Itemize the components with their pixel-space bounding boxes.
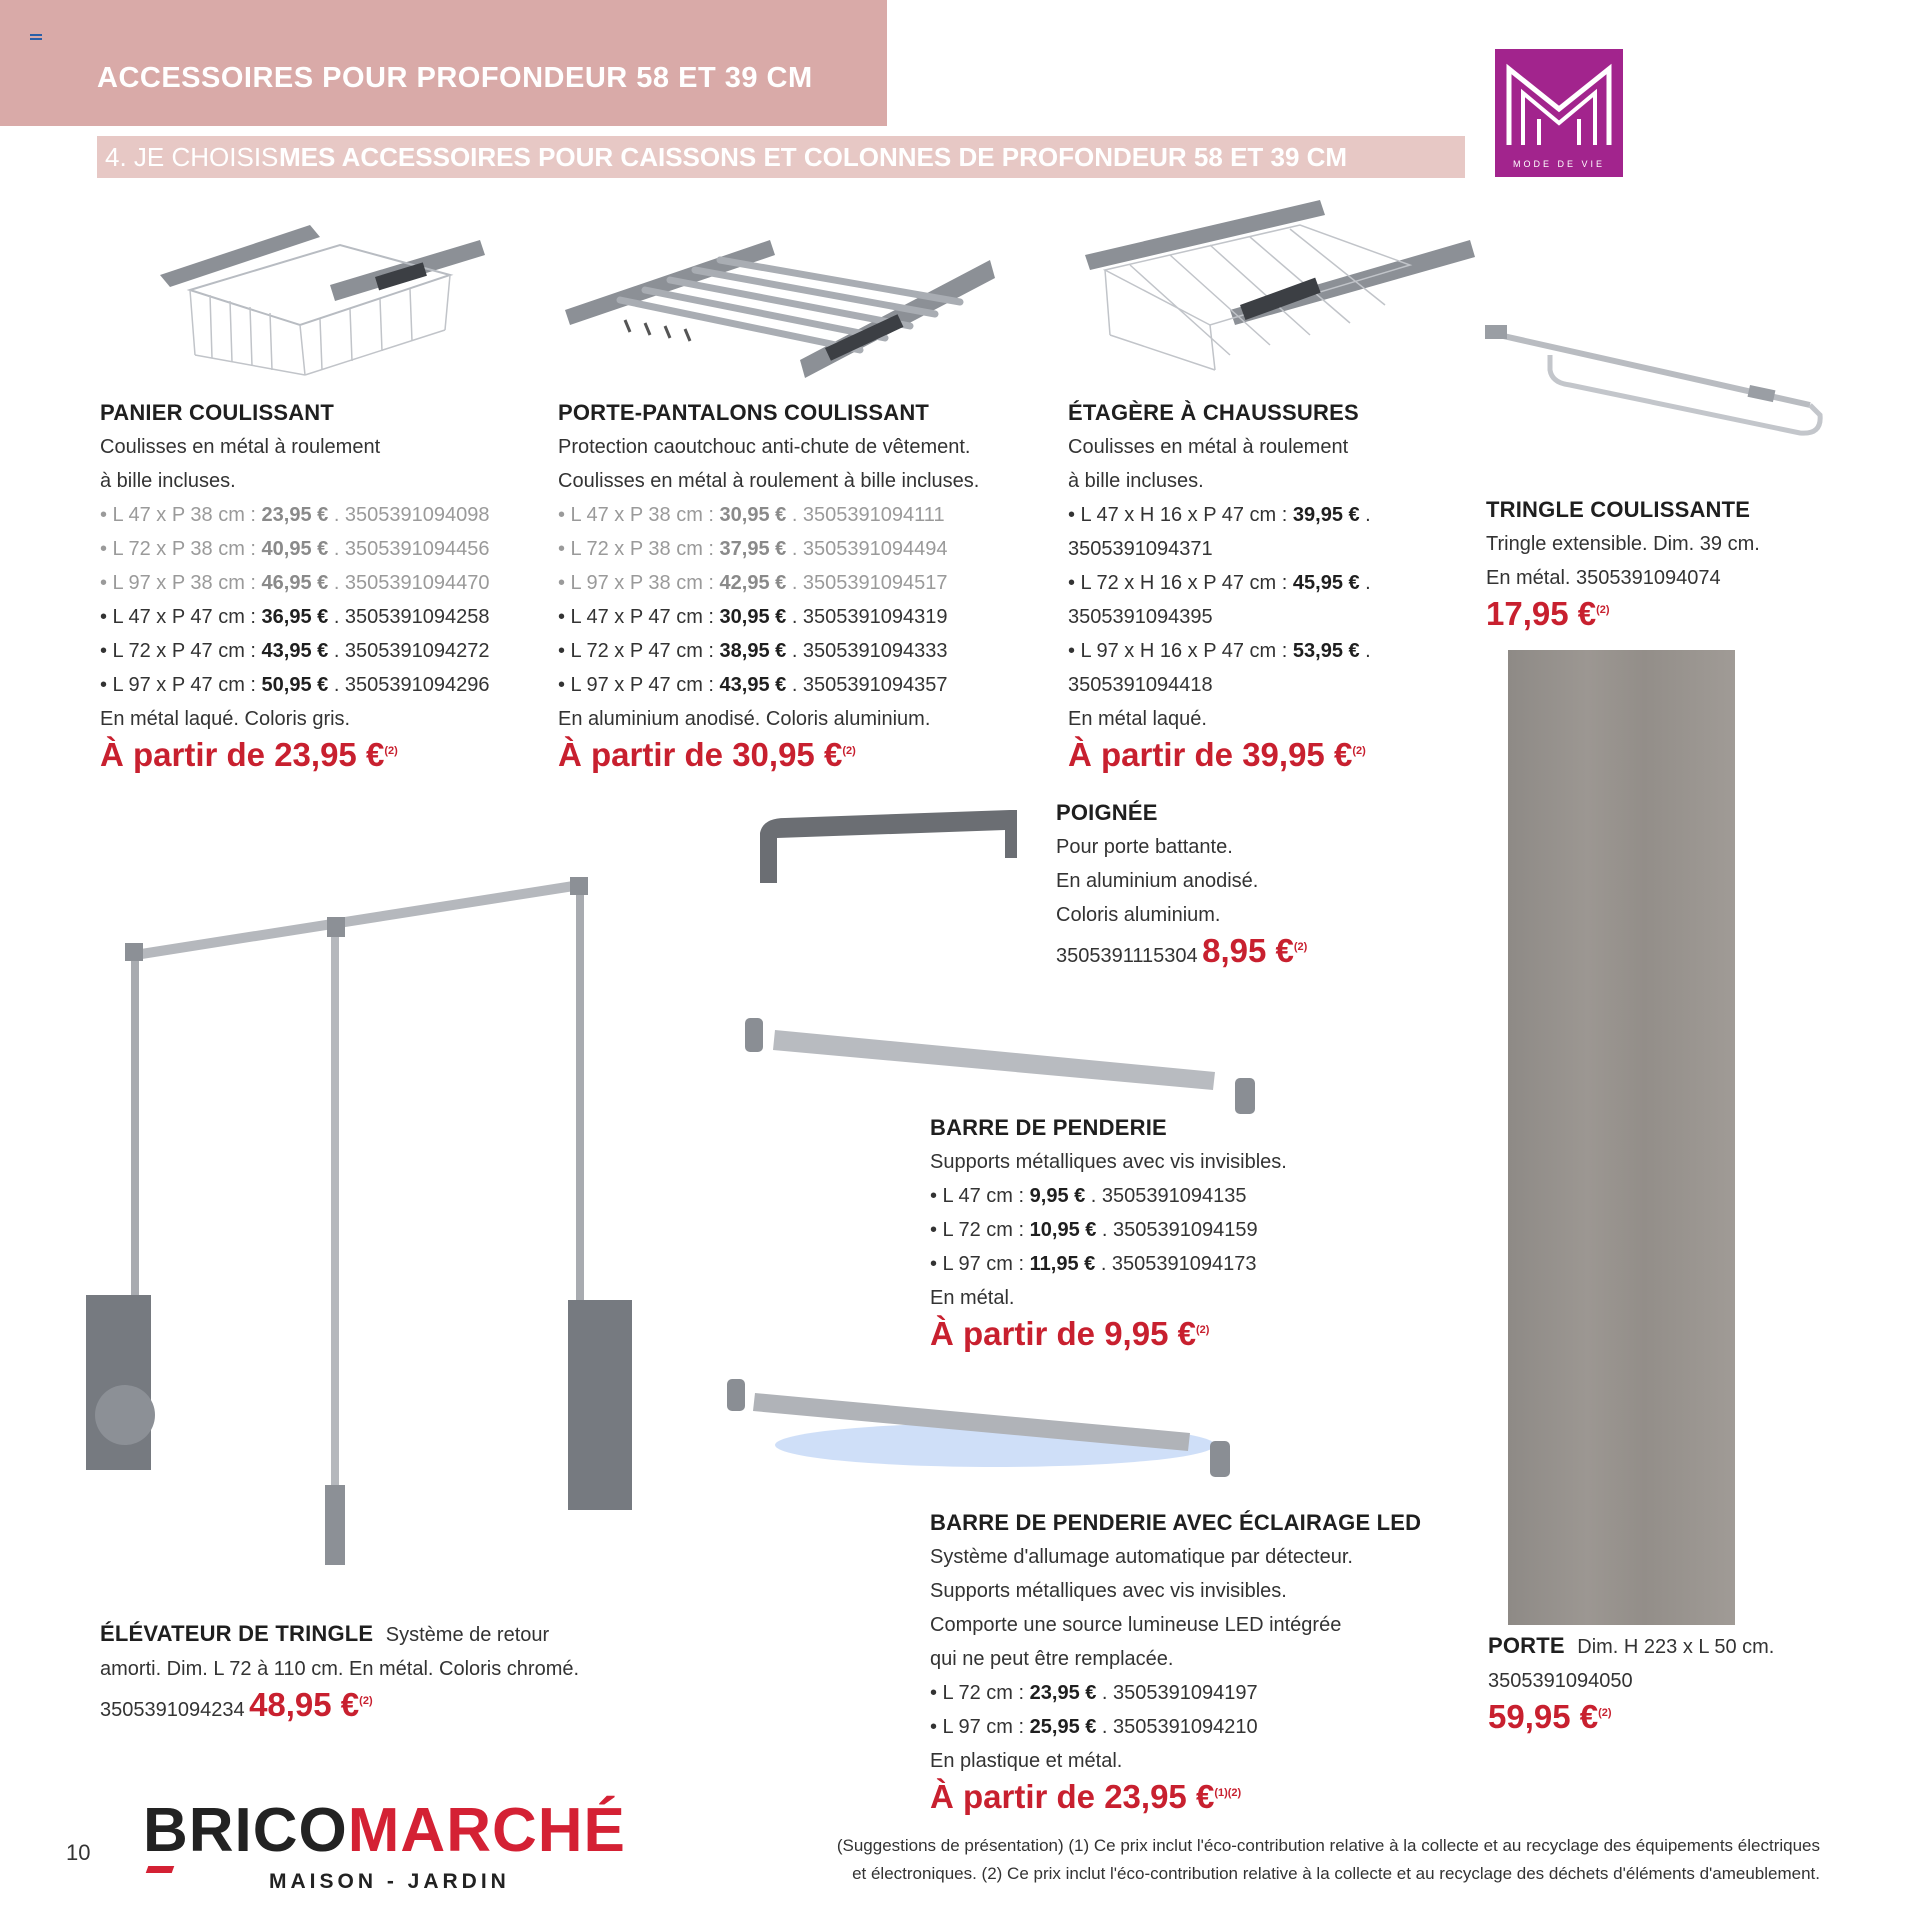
product-price: 59,95 €$^{(2)}$	[1488, 1698, 1612, 1735]
product-desc: Système d'allumage automatique par détecteur.	[930, 1546, 1353, 1568]
variant-row: • L 47 x P 38 cm : 30,95 € . 3505391094111	[558, 504, 945, 526]
product-porte	[1488, 1630, 1774, 1736]
product-price: À partir de 23,95 €$^{(1)(2)}$	[930, 1778, 1242, 1815]
product-heading	[1488, 1630, 1774, 1664]
product-tringle-coulissante	[1486, 497, 1760, 633]
product-desc: En métal. 3505391094074	[1486, 567, 1721, 589]
product-etagere-chaussures	[1068, 400, 1371, 774]
footnote	[700, 1832, 1820, 1888]
variant-row: • L 72 cm : 10,95 € . 3505391094159	[930, 1219, 1258, 1241]
brand-wordmark: BRICOMARCHÉ	[143, 1796, 626, 1865]
variant-row: • L 97 x P 47 cm : 50,95 € . 3505391094296	[100, 674, 490, 696]
product-desc: Coulisses en métal à roulement	[1068, 436, 1349, 458]
product-price: À partir de 9,95 €$^{(2)}$	[930, 1315, 1210, 1352]
variant-row: • L 97 x P 38 cm : 46,95 € . 3505391094470	[100, 572, 490, 594]
variant-row: • L 97 cm : 25,95 € . 3505391094210	[930, 1716, 1258, 1738]
product-name: TRINGLE COULISSANTE	[1486, 497, 1751, 522]
variant-row: • L 47 x H 16 x P 47 cm : 39,95 € .	[1068, 504, 1371, 526]
product-name: PANIER COULISSANT	[100, 400, 335, 425]
product-desc: Protection caoutchouc anti-chute de vêtement.	[558, 436, 971, 458]
variant-row: • L 47 cm : 9,95 € . 3505391094135	[930, 1185, 1247, 1207]
variant-row: • L 47 x P 38 cm : 23,95 € . 3505391094098	[100, 504, 490, 526]
variant-row: • L 97 cm : 11,95 € . 3505391094173	[930, 1253, 1257, 1275]
footnote-line: (Suggestions de présentation) (1) Ce prix inclut l'éco-contribution relative à la collecte et au recyclage des équipements électriques	[836, 1836, 1820, 1855]
product-desc: Coulisses en métal à roulement	[100, 436, 381, 458]
tringle-coulissante-image	[1480, 315, 1835, 445]
brand-tagline: MAISON - JARDIN	[269, 1870, 510, 1893]
bricomarche-logo	[143, 1796, 626, 1894]
product-ref: 3505391094234	[100, 1699, 245, 1721]
variant-row: • L 72 x P 47 cm : 38,95 € . 3505391094333	[558, 640, 948, 662]
product-price: À partir de 23,95 €$^{(2)}$	[100, 736, 398, 773]
product-material: En aluminium anodisé. Coloris aluminium.	[558, 708, 931, 730]
product-name: POIGNÉE	[1056, 800, 1158, 825]
product-elevateur-tringle	[100, 1618, 579, 1727]
barre-penderie-image	[745, 1010, 1255, 1120]
step-banner	[97, 136, 1465, 178]
barre-penderie-led-image	[725, 1375, 1245, 1495]
variant-ref: 3505391094418	[1068, 674, 1213, 696]
product-name: BARRE DE PENDERIE	[930, 1115, 1167, 1140]
product-desc: amorti. Dim. L 72 à 110 cm. En métal. Coloris chromé.	[100, 1658, 580, 1680]
product-desc: Comporte une source lumineuse LED intégrée	[930, 1614, 1342, 1636]
menu-icon	[30, 34, 42, 40]
step-label: 4. JE CHOISIS	[105, 142, 279, 172]
product-name: ÉTAGÈRE À CHAUSSURES	[1068, 400, 1359, 425]
logo-caption: MODE DE VIE	[1512, 159, 1605, 169]
product-desc: Pour porte battante.	[1056, 836, 1233, 858]
product-desc: Supports métalliques avec vis invisibles.	[930, 1151, 1287, 1173]
variant-row: • L 97 x P 47 cm : 43,95 € . 3505391094357	[558, 674, 948, 696]
product-barre-penderie-led	[930, 1510, 1421, 1816]
mdv-monogram-icon	[1495, 49, 1623, 159]
step-title: MES ACCESSOIRES POUR CAISSONS ET COLONNES DE PROFONDEUR 58 ET 39 CM	[279, 142, 1348, 172]
product-price: À partir de 30,95 €$^{(2)}$	[558, 736, 856, 773]
etagere-chaussures-image	[1080, 195, 1480, 375]
variant-row: • L 72 x P 47 cm : 43,95 € . 3505391094272	[100, 640, 490, 662]
product-material: En métal laqué. Coloris gris.	[100, 708, 351, 730]
brand-swoosh-icon	[146, 1866, 175, 1873]
product-name: BARRE DE PENDERIE AVEC ÉCLAIRAGE LED	[930, 1510, 1422, 1535]
variant-row: • L 72 x H 16 x P 47 cm : 45,95 € .	[1068, 572, 1371, 594]
product-ref: 3505391094050	[1488, 1670, 1633, 1692]
product-price: À partir de 39,95 €$^{(2)}$	[1068, 736, 1366, 773]
product-ref: 3505391115304	[1056, 945, 1198, 967]
product-panier-coulissant	[100, 400, 490, 774]
panier-coulissant-image	[150, 215, 490, 380]
product-heading	[100, 1618, 579, 1652]
product-ref-price	[100, 1686, 579, 1727]
product-material: En métal.	[930, 1287, 1015, 1309]
variant-row: • L 72 x P 38 cm : 37,95 € . 3505391094494	[558, 538, 948, 560]
product-name: PORTE-PANTALONS COULISSANT	[558, 400, 930, 425]
product-desc: Coloris aluminium.	[1056, 904, 1221, 926]
product-desc: qui ne peut être remplacée.	[930, 1648, 1174, 1670]
product-desc: à bille incluses.	[1068, 470, 1204, 492]
section-title: ACCESSOIRES POUR PROFONDEUR 58 ET 39 CM	[97, 62, 813, 94]
product-desc: Coulisses en métal à roulement à bille incluses.	[558, 470, 980, 492]
product-porte-pantalons	[558, 400, 979, 774]
page-number: 10	[66, 1840, 91, 1865]
variant-row: • L 97 x P 38 cm : 42,95 € . 3505391094517	[558, 572, 948, 594]
product-desc: Système de retour	[385, 1624, 550, 1646]
poignee-image	[755, 808, 1025, 888]
mode-de-vie-logo	[1495, 49, 1623, 177]
product-price: 48,95 €$^{(2)}$	[249, 1686, 373, 1723]
variant-ref: 3505391094371	[1068, 538, 1213, 560]
product-price: 17,95 €$^{(2)}$	[1486, 595, 1610, 632]
variant-row: • L 72 x P 38 cm : 40,95 € . 3505391094456	[100, 538, 490, 560]
variant-ref: 3505391094395	[1068, 606, 1213, 628]
product-material: En plastique et métal.	[930, 1750, 1123, 1772]
product-barre-penderie	[930, 1115, 1287, 1353]
elevateur-tringle-image	[80, 875, 640, 1575]
product-material: En métal laqué.	[1068, 708, 1207, 730]
variant-row: • L 72 cm : 23,95 € . 3505391094197	[930, 1682, 1258, 1704]
product-name: PORTE	[1488, 1633, 1565, 1658]
product-poignee	[1056, 800, 1307, 973]
footnote-line: et électroniques. (2) Ce prix inclut l'éco-contribution relative à la collecte et au recyclage des déchets d'éléments d'ameublement.	[852, 1864, 1820, 1883]
product-desc: En aluminium anodisé.	[1056, 870, 1259, 892]
product-desc: Supports métalliques avec vis invisibles.	[930, 1580, 1287, 1602]
product-name: ÉLÉVATEUR DE TRINGLE	[100, 1621, 374, 1646]
porte-pantalons-image	[560, 220, 1000, 380]
product-desc: Tringle extensible. Dim. 39 cm.	[1486, 533, 1760, 555]
product-price: 8,95 €$^{(2)}$	[1202, 932, 1308, 969]
product-ref-price	[1056, 932, 1307, 973]
product-desc: à bille incluses.	[100, 470, 236, 492]
product-desc: Dim. H 223 x L 50 cm.	[1577, 1636, 1775, 1658]
variant-row: • L 97 x H 16 x P 47 cm : 53,95 € .	[1068, 640, 1371, 662]
variant-row: • L 47 x P 47 cm : 36,95 € . 3505391094258	[100, 606, 490, 628]
variant-row: • L 47 x P 47 cm : 30,95 € . 3505391094319	[558, 606, 948, 628]
porte-image	[1508, 650, 1735, 1625]
